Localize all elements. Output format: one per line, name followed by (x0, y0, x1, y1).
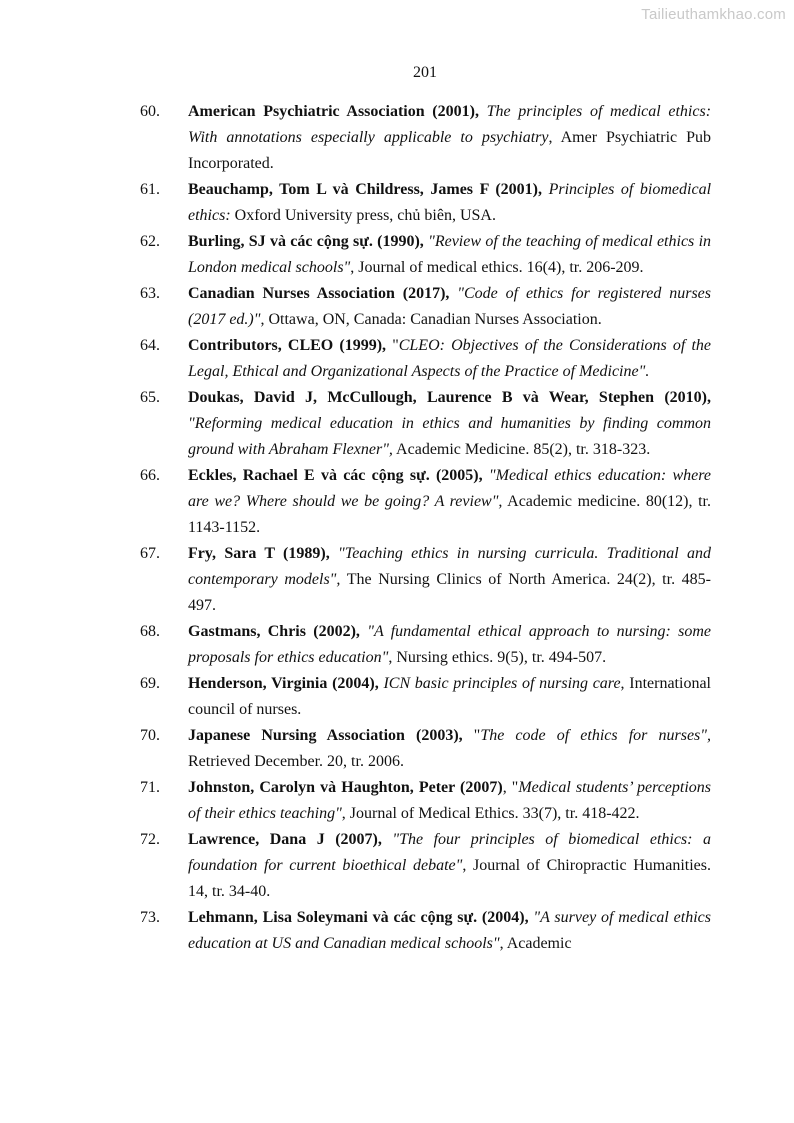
reference-title: Medical students’ perceptions of their ethics teaching" (188, 779, 712, 822)
reference-number: 71. (140, 779, 160, 796)
reference-source: , International council of nurses. (188, 675, 711, 718)
reference-author: Henderson, Virginia (2004), (188, 675, 379, 692)
reference-source: , Academic (499, 935, 572, 952)
reference-title: "Review of the teaching of medical ethics in London medical schools" (188, 233, 712, 276)
reference-author: Eckles, Rachael E và các cộng sự. (2005), (188, 467, 483, 484)
reference-source: Oxford University press, chủ biên, USA. (230, 207, 496, 224)
reference-item (0, 281, 711, 333)
reference-pre: , " (502, 779, 519, 796)
reference-author: Beauchamp, Tom L và Childress, James F (2001), (188, 181, 542, 198)
reference-title: "Reforming medical education in ethics and humanities by finding common ground with Abraham Flexner", (188, 415, 711, 458)
reference-item (0, 385, 711, 463)
reference-item (0, 333, 711, 385)
reference-title: ICN basic principles of nursing care (383, 675, 621, 692)
reference-author: Fry, Sara T (1989), (188, 545, 330, 562)
reference-source: , Amer Psychiatric Pub Incorporated. (188, 129, 712, 172)
reference-title: "Code of ethics for registered nurses (2017 ed.)" (188, 285, 712, 328)
reference-source: , Journal of medical ethics. 16(4), tr. 206-209. (350, 259, 644, 276)
reference-author: Lawrence, Dana J (2007), (188, 831, 382, 848)
reference-number: 62. (140, 233, 160, 250)
reference-source: , Journal of Medical Ethics. 33(7), tr. 418-422. (341, 805, 640, 822)
reference-source: , Journal of Chiropractic Humanities. 14, tr. 34-40. (188, 857, 711, 900)
reference-title: The code of ethics for nurses", (480, 727, 712, 744)
reference-number: 73. (140, 909, 160, 926)
reference-source: Academic medicine. 80(12), tr. 1143-1152. (188, 493, 711, 536)
reference-author: Doukas, David J, McCullough, Laurence B và Wear, Stephen (2010), (188, 389, 711, 406)
reference-item (0, 229, 711, 281)
reference-author: American Psychiatric Association (2001), (188, 103, 479, 120)
reference-number: 61. (140, 181, 160, 198)
reference-source: , Nursing ethics. 9(5), tr. 494-507. (388, 649, 607, 666)
watermark: Tailieuthamkhao.com (641, 6, 786, 23)
reference-title: "A fundamental ethical approach to nursing: some proposals for ethics education" (188, 623, 711, 666)
reference-number: 66. (140, 467, 160, 484)
reference-pre: " (473, 727, 481, 744)
reference-item (0, 177, 711, 229)
reference-number: 70. (140, 727, 160, 744)
reference-title: "Teaching ethics in nursing curricula. Traditional and contemporary models", (188, 545, 712, 588)
page-number: 201 (413, 64, 437, 81)
reference-number: 63. (140, 285, 160, 302)
reference-title: Principles of biomedical ethics: (188, 181, 712, 224)
reference-number: 67. (140, 545, 160, 562)
reference-item (0, 541, 711, 619)
reference-title: "Medical ethics education: where are we? Where should we be going? A review", (188, 467, 712, 510)
reference-item (0, 463, 711, 541)
reference-number: 64. (140, 337, 160, 354)
reference-title: "A survey of medical ethics education at US and Canadian medical schools" (188, 909, 712, 952)
reference-item (0, 827, 711, 905)
reference-item (0, 99, 711, 177)
reference-pre: " (392, 337, 399, 354)
reference-source: The Nursing Clinics of North America. 24(2), tr. 485-497. (188, 571, 711, 614)
reference-source: , Ottawa, ON, Canada: Canadian Nurses Association. (260, 311, 602, 328)
reference-author: Contributors, CLEO (1999), (188, 337, 387, 354)
reference-item (0, 619, 711, 671)
reference-number: 68. (140, 623, 160, 640)
reference-item (0, 905, 711, 957)
reference-title: "The four principles of biomedical ethics: a foundation for current bioethical debate" (188, 831, 711, 874)
reference-author: Japanese Nursing Association (2003), (188, 727, 463, 744)
reference-item (0, 775, 711, 827)
reference-item (0, 723, 711, 775)
reference-author: Gastmans, Chris (2002), (188, 623, 360, 640)
reference-number: 69. (140, 675, 160, 692)
reference-source: Retrieved December. 20, tr. 2006. (188, 753, 404, 770)
reference-source: Academic Medicine. 85(2), tr. 318-323. (392, 441, 651, 458)
reference-author: Johnston, Carolyn và Haughton, Peter (2007) (188, 779, 503, 796)
reference-number: 72. (140, 831, 160, 848)
reference-item (0, 671, 711, 723)
reference-author: Burling, SJ và các cộng sự. (1990), (188, 233, 424, 250)
reference-list (0, 99, 794, 957)
reference-number: 65. (140, 389, 160, 406)
reference-author: Canadian Nurses Association (2017), (188, 285, 450, 302)
reference-author: Lehmann, Lisa Soleymani và các cộng sự. (2004), (188, 909, 529, 926)
reference-number: 60. (140, 103, 160, 120)
reference-title: CLEO: Objectives of the Considerations of the Legal, Ethical and Organizational Aspects of the Practice of Medicine". (188, 337, 712, 380)
reference-title: The principles of medical ethics: With annotations especially applicable to psychiatry (188, 103, 712, 146)
